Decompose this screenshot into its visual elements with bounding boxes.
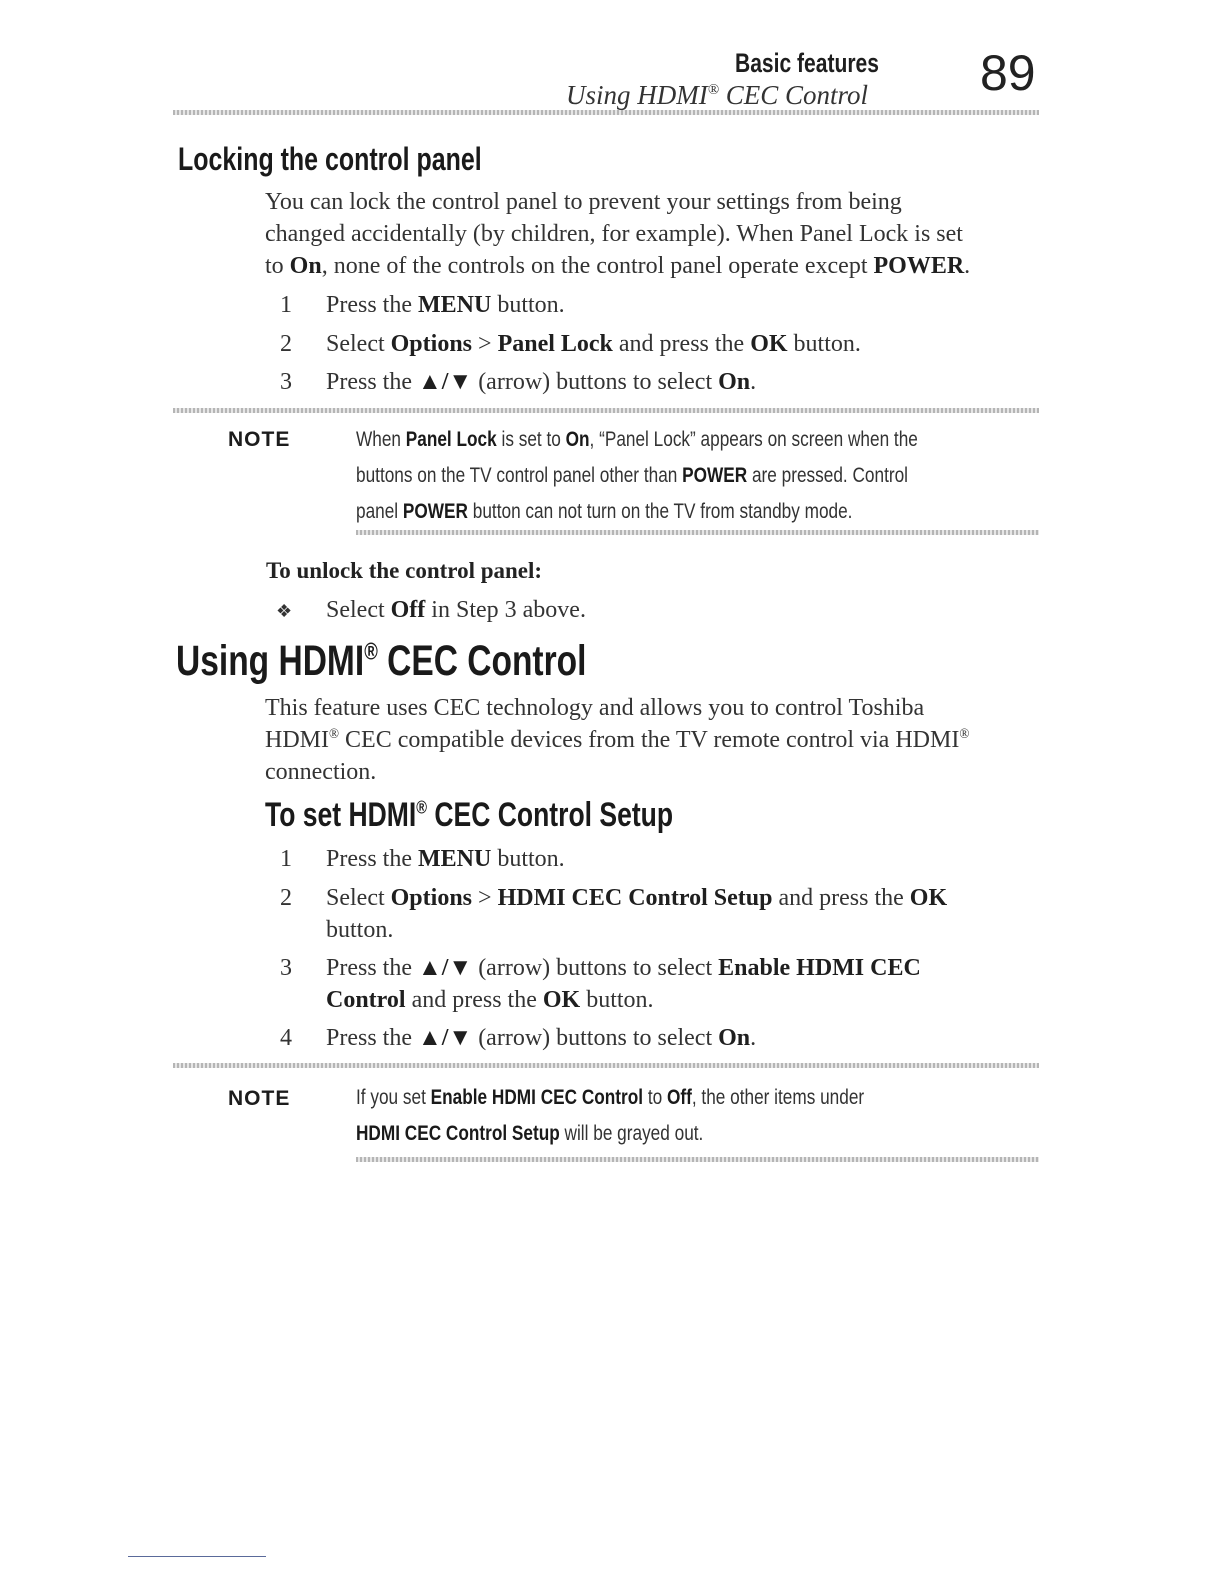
step-number: 2 [280,885,292,911]
footer-line [128,1556,266,1558]
step-number: 3 [280,955,292,981]
sub-heading-hdmi-setup: To set HDMI® CEC Control Setup [265,796,674,834]
note-bottom-rule [356,1157,1039,1162]
step-text: Press the MENU button. [326,846,565,872]
step-text: Press the MENU button. [326,292,565,318]
header-rule [173,110,1039,115]
step-number: 2 [280,331,292,357]
arrow-buttons-icon: ▲/▼ [418,369,473,395]
step-text: Select Options > HDMI CEC Control Setup and press the OK button. [326,885,948,943]
note-label: NOTE [228,428,291,451]
arrow-buttons-icon: ▲/▼ [418,1025,473,1051]
section-heading-hdmi: Using HDMI® CEC Control [176,637,587,685]
step-text: Press the ▲/▼ (arrow) buttons to select Enable HDMI CEC Control and press the OK button. [326,955,921,1013]
section-heading-locking: Locking the control panel [178,141,482,177]
step-text: Press the ▲/▼ (arrow) buttons to select On. [326,1025,757,1051]
note-top-rule [173,1063,1039,1068]
hdmi-paragraph: This feature uses CEC technology and allows you to control Toshiba HDMI® CEC compatible devices from the TV remote control via HDMI® connection. [265,695,970,785]
note-label: NOTE [228,1087,291,1110]
step-number: 1 [280,292,292,318]
bullet-icon: ❖ [276,601,293,621]
locking-paragraph: You can lock the control panel to prevent your settings from being changed accidentally (by children, for example). When Panel Lock is set to On, none of the controls on the control panel operate except POWER. [265,189,971,279]
note-bottom-rule [356,530,1039,535]
header-section-title: Basic features [735,48,879,78]
step-text: Select Options > Panel Lock and press the OK button. [326,331,861,357]
step-number: 4 [280,1025,292,1051]
note-top-rule [173,408,1039,413]
page-number: 89 [980,45,1036,101]
unlock-bullet-item: ❖ Select Off in Step 3 above. [276,594,586,627]
unlock-heading: To unlock the control panel: [266,558,543,583]
step-number: 3 [280,369,292,395]
note-text: When Panel Lock is set to On, “Panel Lock” appears on screen when the buttons on the TV control panel other than POWER are pressed. Control panel POWER button can not turn on the TV from standby mode. [356,428,918,523]
step-number: 1 [280,846,292,872]
note-text: If you set Enable HDMI CEC Control to Off, the other items under HDMI CEC Control Setup will be grayed out. [356,1086,865,1145]
arrow-buttons-icon: ▲/▼ [418,955,473,981]
step-text: Press the ▲/▼ (arrow) buttons to select On. [326,369,757,395]
header-subsection-title: Using HDMI® CEC Control [566,80,869,110]
